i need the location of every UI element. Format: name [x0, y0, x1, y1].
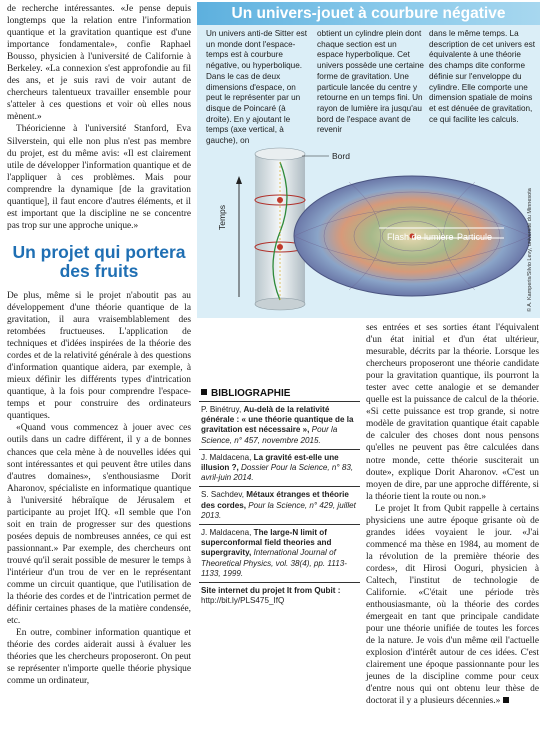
end-mark-icon — [503, 697, 509, 703]
label-particule: Particule — [457, 232, 493, 242]
event-dot — [277, 197, 283, 203]
paragraph: Le projet It from Qubit rappelle à certains physiciens une autre époque grisante où de grandes idées voyaient le jour. «J'ai commencé ma thèse en 1984, au moment de la révolution de la première théorie des cordes», dit Hirosi Ooguri, physicien à Caltech, l'institut de technologie de Californie. «C'était une période très enthousiasmante, où la théorie des cordes émergeait en tant que principale candidate pour une théorie unifiée de toutes les forces de la nature. Je vois d'un même œil l'actuelle explosion d'intérêt autour de ces idées. C'est clairement une époque passionnante pour les jeunes de la discipline comme pour ceux d'entre nous qui ont obtenu leur thèse de doctorat il y a plusieurs décennies.» — [366, 503, 539, 707]
paragraph: de recherche intéressantes. «Je pense depuis longtemps que la relation entre l'information quantique et la gravitation quantique est d'une importance fondamentale», confie Raphael Bousso, physicien à l'université de Californie à Berkeley. «La connexion s'est approfondie au fil des ans, et je suis ravi de voir autant de chercheurs talentueux travailler ensemble pour s'atteler à ces questions et voir où elles nous mènent.» — [7, 4, 191, 123]
paragraph: En outre, combiner information quantique et théorie des cordes aiderait aussi à évaluer les théories que les chercheurs proposeront. On peut se représenter n'importe quelle théorie physique comme un ordinateur, — [7, 628, 191, 687]
right-column — [366, 322, 539, 708]
box-text-column: obtient un cylindre plein dont chaque section est un espace hyperbolique. Cet univers possède une certaine forme de gravitation. Une particule lancée du centre y retourne en un temps fini. Un rayon de lumière ira jusqu'au bord de l'espace avant de revenir — [317, 29, 424, 135]
event-dot — [277, 244, 283, 250]
paragraph: ses entrées et ses sorties étant l'équivalent d'un état initial et d'un état ultérieur, mesurable, décrits par la théorie. Lorsque les chercheurs proposeront une théorie candidate pour la gravitation quantique, ils pourront la tester avec cette analogie et se demander quelle est la puissance de calcul de la théorie. «Si cette puissance est trop grande, si notre modèle de gravitation quantique était capable de calculer des choses dont nous pensons qu'elles ne peuvent pas être calculées dans notre monde, cette théorie susciterait un doute», explique Dorit Aharonov. «C'est un moyen de dire, par une approche différente, si la théorie tient la route ou non.» — [366, 323, 539, 502]
figure-svg — [199, 142, 538, 316]
label-bord: Bord — [332, 151, 350, 161]
section-heading: Un projet qui portera des fruits — [12, 241, 186, 281]
sidebar-box — [197, 2, 540, 318]
bibliography-entry: P. Binétruy, Au-delà de la relativité générale : « une théorie quantique de la gravitation est nécessaire », Pour la Science, n° 457, novembre 2015. — [199, 401, 360, 449]
left-column — [7, 3, 191, 687]
cylinder-top — [255, 148, 305, 160]
bibliography — [199, 387, 360, 609]
bibliography-title: BIBLIOGRAPHIE — [199, 387, 360, 401]
bibliography-entry: S. Sachdev, Métaux étranges et théorie des cordes, Pour la Science, n° 429, juillet 2013. — [199, 486, 360, 524]
square-bullet-icon — [201, 389, 207, 395]
box-text-column: Un univers anti-de Sitter est un monde dont l'espace-temps est à courbure négative, ou hyperbolique. Dans le cas de deux dimensions d'espace, on peut le représenter par un disque de Poincaré (à droite). En y ajoutant le temps (axe vertical, à gauche), on — [206, 29, 308, 146]
label-flash: Flash de lumière — [387, 232, 454, 242]
time-arrow-head — [236, 176, 242, 184]
paragraph: De plus, même si le projet n'aboutit pas au développement d'une théorie quantique de la gravitation, il aura vraisemblablement des retombées fructueuses. L'application de techniques et d'idées inspirées de la théorie des cordes et de la relativité générale à des questions d'information quantique aidera, par exemple, à mieux définir les différents types d'intrication quantique, à la fois pour comprendre l'espace-temps et pour construire des ordinateurs quantiques. — [7, 290, 191, 422]
bibliography-entry: Site internet du projet It from Qubit : http://bit.ly/PLS475_IfQ — [199, 582, 360, 609]
paragraph: Théoricienne à l'université Stanford, Eva Silverstein, qui elle non plus n'est pas membre du projet, est du même avis: «Il est clairement utile de développer l'information quantique et de l'appliquer à ces problèmes. Mais pour comprendre la dynamique [de la gravitation quantique], il faut encore d'autres éléments, et il est important que la discipline ne se concentre pas trop sur une approche unique.» — [7, 124, 191, 231]
label-temps: Temps — [217, 204, 227, 230]
box-title: Un univers-jouet à courbure négative — [197, 2, 540, 25]
paragraph: «Quand vous commencez à jouer avec ces outils dans un cadre différent, il y a de bonnes chances que cela mène à de nouvelles idées qui sont intéressantes et qui peuvent être utiles dans d'autres domaines», s'enthousiasme Dorit Aharonov, spécialiste en informatique quantique à l'université hébraïque de Jérusalem et participante au projet IfQ. «Il semble que l'on soit en train de progresser sur des questions posées depuis de nombreuses années, ce qui est passionnant.» Par exemple, des chercheurs ont trouvé qu'il serait possible de mesurer le temps à l'intérieur d'un trou de ver en le représentant comme un circuit quantique, que l'utilisation de la théorie des cordes et de l'intrication permet de définir certaines phases de la matière condensée, etc. — [7, 423, 191, 627]
figure-credit: © A. Kamperis/Silvio Levy, université du Minnesota — [527, 188, 533, 312]
bibliography-entry: J. Maldacena, La gravité est-elle une illusion ?, Dossier Pour la Science, n° 83, avril-juin 2014. — [199, 449, 360, 487]
bibliography-entry: J. Maldacena, The large-N limit of superconformal field theories and supergravity, International Journal of Theoretical Physics, vol. 38(4), pp. 1113-1133, 1999. — [199, 524, 360, 582]
figure-illustration — [199, 142, 538, 316]
box-text-column: dans le même temps. La description de cet univers est équivalente à une théorie des champs dite conforme définie sur l'enveloppe du cylindre. Elle comporte une dimension spatiale de moins et est dénuée de gravitation, ce qui facilite les calculs. — [429, 29, 536, 124]
